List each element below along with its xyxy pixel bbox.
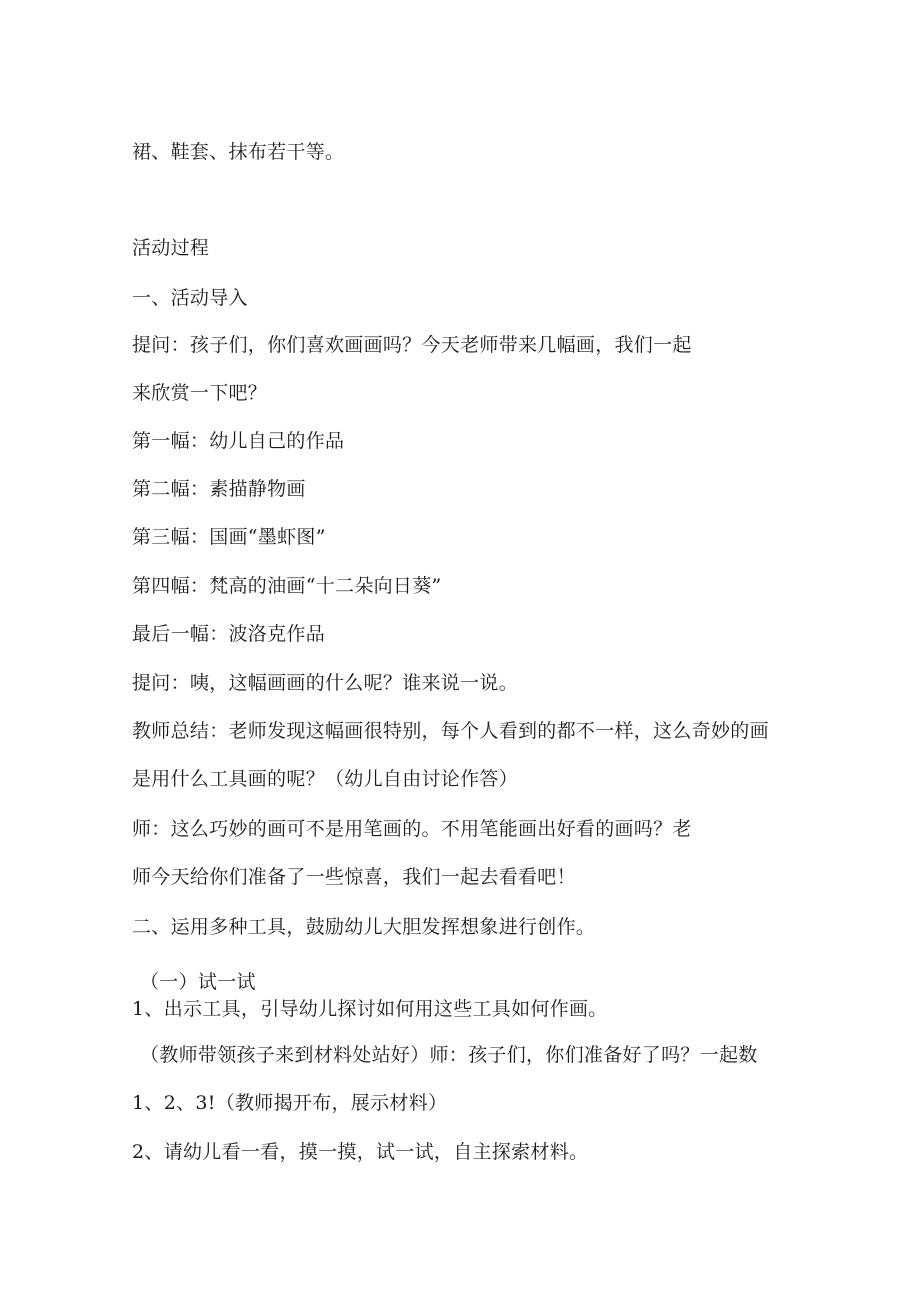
text-line-painting-2: 第二幅：素描静物画 [132, 478, 306, 500]
text-line-painting-1: 第一幅：幼儿自己的作品 [132, 430, 345, 452]
text-line-materials: 裙、鞋套、抹布若干等。 [132, 141, 345, 163]
heading-use-tools: 二、运用多种工具，鼓励幼儿大胆发挥想象进行创作。 [132, 916, 596, 938]
text-line-step-2: 2、请幼儿看一看，摸一摸，试一试，自主探索材料。 [132, 1141, 589, 1163]
text-line-teacher-summary-cont: 是用什么工具画的呢？（幼儿自由讨论作答） [132, 768, 519, 790]
text-line-step-1: 1、出示工具，引导幼儿探讨如何用这些工具如何作画。 [132, 998, 608, 1020]
text-line-painting-last: 最后一幅：波洛克作品 [132, 623, 326, 645]
text-line-teacher-lead: （教师带领孩子来到材料处站好）师：孩子们，你们准备好了吗？一起数 [140, 1044, 758, 1066]
section-heading-activity-process: 活动过程 [132, 237, 210, 259]
text-line-painting-3: 第三幅：国画“墨虾图” [132, 526, 326, 548]
text-line-painting-4: 第四幅：梵高的油画“十二朵向日葵” [132, 575, 442, 597]
text-line-count: 1、2、3!（教师揭开布，展示材料） [132, 1092, 448, 1114]
text-line-question-1-cont: 来欣赏一下吧？ [132, 382, 268, 404]
text-line-question-1: 提问：孩子们，你们喜欢画画吗？今天老师带来几幅画，我们一起 [132, 334, 692, 356]
text-line-question-2: 提问：咦，这幅画画的什么呢？谁来说一说。 [132, 672, 519, 694]
text-line-teacher-remark-cont: 师今天给你们准备了一些惊喜，我们一起去看看吧！ [132, 866, 576, 888]
text-line-teacher-remark: 师：这么巧妙的画可不是用笔画的。不用笔能画出好看的画吗？老 [132, 818, 692, 840]
text-line-teacher-summary: 教师总结：老师发现这幅画很特别，每个人看到的都不一样，这么奇妙的画 [132, 720, 769, 742]
subheading-try-it: （一）试一试 [140, 971, 256, 993]
heading-activity-intro: 一、活动导入 [132, 287, 248, 309]
